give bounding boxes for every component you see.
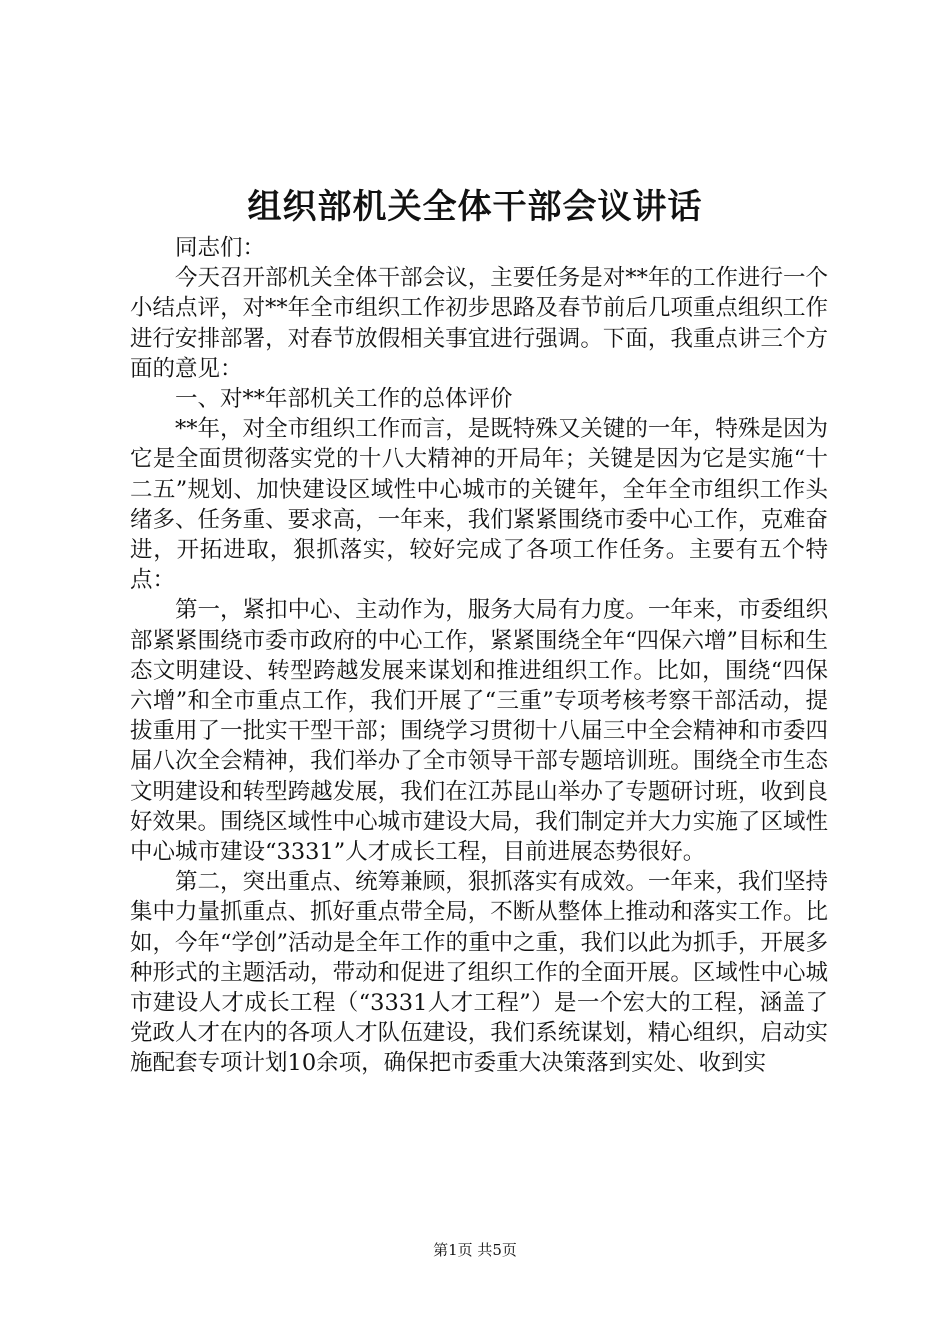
document-body: [130, 233, 828, 1079]
paragraph-evaluation: **年，对全市组织工作而言，是既特殊又关键的一年，特殊是因为它是全面贯彻落实党的十八大精神的开局年；关键是因为它是实施“十二五”规划、加快建设区域性中心城市的关键年，全年全市组织工作头绪多、任务重、要求高，一年来，我们紧紧围绕市委中心工作，克难奋进，开拓进取，狠抓落实，较好完成了各项工作任务。主要有五个特点：: [130, 416, 828, 594]
paragraph-point-two: 第二，突出重点、统筹兼顾，狠抓落实有成效。一年来，我们坚持集中力量抓重点、抓好重点带全局，不断从整体上推动和落实工作。比如，今年“学创”活动是全年工作的重中之重，我们以此为抓手，开展多种形式的主题活动，带动和促进了组织工作的全面开展。区域性中心城市建设人才成长工程（“3331人才工程”）是一个宏大的工程，涵盖了党政人才在内的各项人才队伍建设，我们系统谋划，精心组织，启动实施配套专项计划10余项，确保把市委重大决策落到实处、收到实: [130, 869, 829, 1077]
paragraph-point-one: 第一，紧扣中心、主动作为，服务大局有力度。一年来，市委组织部紧紧围绕市委市政府的中心工作，紧紧围绕全年“四保六增”目标和生态文明建设、转型跨越发展来谋划和推进组织工作。比如，围绕“四保六增”和全市重点工作，我们开展了“三重”专项考核考察干部活动，提拔重用了一批实干型干部；围绕学习贯彻十八届三中全会精神和市委四届八次全会精神，我们举办了全市领导干部专题培训班。围绕全市生态文明建设和转型跨越发展，我们在江苏昆山举办了专题研讨班，收到良好效果。围绕区域性中心城市建设大局，我们制定并大力实施了区域性中心城市建设“3331”人才成长工程，目前进展态势很好。: [130, 597, 829, 866]
section-heading: 一、对**年部机关工作的总体评价: [175, 386, 513, 413]
page-number-footer: 第1页 共5页: [433, 1241, 517, 1259]
paragraph-intro: 今天召开部机关全体干部会议，主要任务是对**年的工作进行一个小结点评，对**年全市组织工作初步思路及春节前后几项重点组织工作进行安排部署，对春节放假相关事宜进行强调。下面，我重点讲三个方面的意见：: [130, 265, 828, 382]
salutation: 同志们：: [175, 235, 266, 261]
document-title: 组织部机关全体干部会议讲话: [247, 187, 703, 227]
